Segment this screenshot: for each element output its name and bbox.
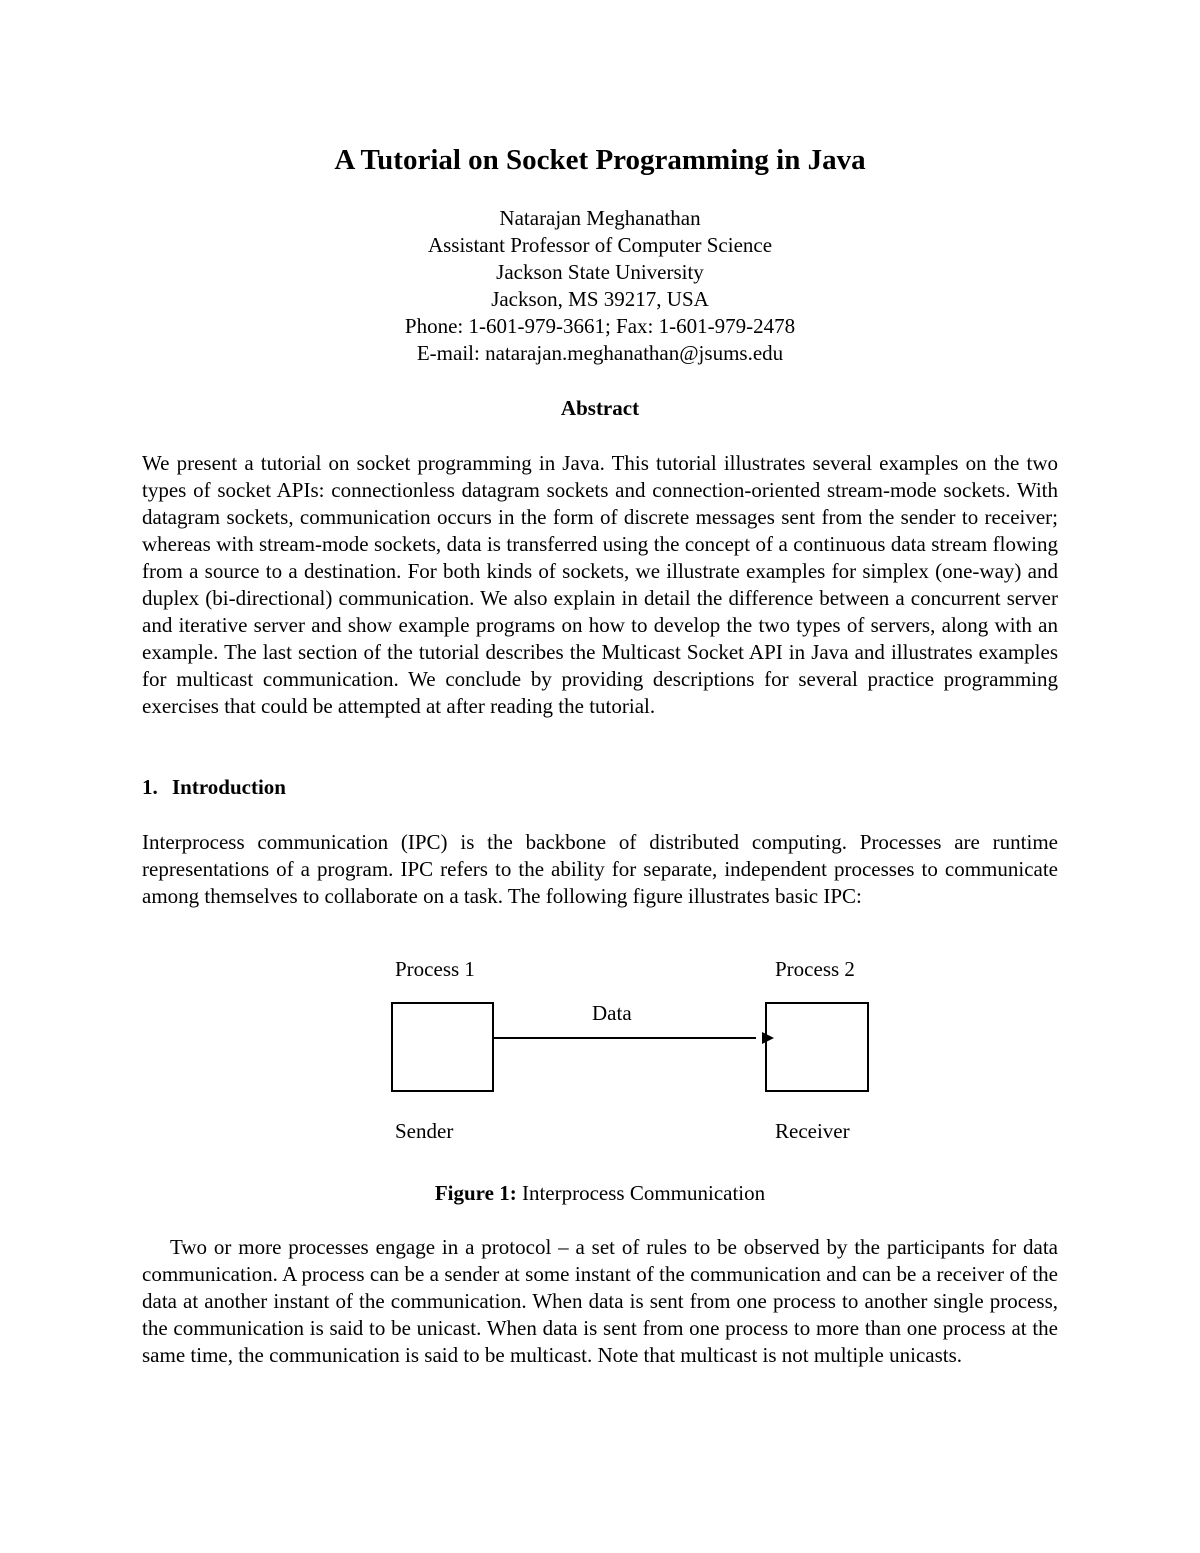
paper-title: A Tutorial on Socket Programming in Java bbox=[334, 144, 866, 176]
sender-process-box bbox=[391, 1002, 494, 1092]
figure-1-caption-prefix: Figure 1: bbox=[434, 1181, 517, 1205]
figure-1-caption bbox=[0, 1180, 1200, 1207]
author-position: Assistant Professor of Computer Science bbox=[427, 233, 773, 257]
intro-paragraph: Interprocess communication (IPC) is the backbone of distributed computing. Processes are runtime representations of a program. IPC refers to the ability for separate, independent processes to communicate among themselves to collaborate on a task. The following figure illustrates basic IPC: bbox=[142, 830, 1058, 908]
data-arrow-line bbox=[494, 1037, 756, 1039]
process-1-label: Process 1 bbox=[395, 957, 475, 981]
author-contact: Phone: 1-601-979-3661; Fax: 1-601-979-2478 bbox=[404, 314, 796, 338]
process-2-label: Process 2 bbox=[775, 957, 855, 981]
figure-1-caption-text: Interprocess Communication bbox=[516, 1181, 766, 1205]
abstract-text: We present a tutorial on socket programming in Java. This tutorial illustrates several examples on the two types of socket APIs: connectionless datagram sockets and connection-oriented stream-mode sockets. With datagram sockets, communication occurs in the form of discrete messages sent from the sender to receiver; whereas with stream-mode sockets, data is transferred using the concept of a continuous data stream flowing from a source to a destination. For both kinds of sockets, we illustrate examples for simplex (one-way) and duplex (bi-directional) communication. We also explain in detail the difference between a concurrent server and iterative server and show example programs on how to develop the two types of servers, along with an example. The last section of the tutorial describes the Multicast Socket API in Java and illustrates examples for multicast communication. We conclude by providing descriptions for several practice programming exercises that could be attempted at after reading the tutorial. bbox=[142, 451, 1058, 718]
author-institution: Jackson State University bbox=[496, 260, 704, 284]
author-block bbox=[0, 205, 1200, 367]
author-address: Jackson, MS 39217, USA bbox=[491, 287, 709, 311]
data-arrow-head bbox=[762, 1032, 774, 1044]
abstract-heading: Abstract bbox=[560, 396, 640, 420]
receiver-label: Receiver bbox=[775, 1119, 850, 1143]
protocol-paragraph: Two or more processes engage in a protocol – a set of rules to be observed by the participants for data communication. A process can be a sender at some instant of the communication and can be a receiver of the data at another instant of the communication. When data is sent from one process to another single process, the communication is said to be unicast. When data is sent from one process to more than one process at the same time, the communication is said to be multicast. Note that multicast is not multiple unicasts. bbox=[142, 1235, 1058, 1367]
sender-label: Sender bbox=[395, 1119, 454, 1143]
section-1-heading bbox=[142, 774, 286, 801]
author-name: Natarajan Meghanathan bbox=[499, 206, 701, 230]
receiver-process-box bbox=[765, 1002, 869, 1092]
data-label: Data bbox=[592, 1001, 632, 1025]
author-email: E-mail: natarajan.meghanathan@jsums.edu bbox=[416, 341, 784, 365]
section-1-title: Introduction bbox=[172, 775, 286, 799]
section-1-number: 1. bbox=[142, 775, 158, 799]
